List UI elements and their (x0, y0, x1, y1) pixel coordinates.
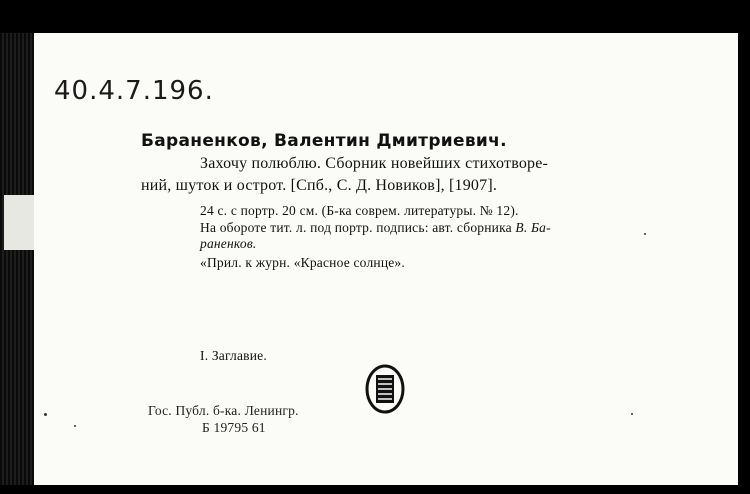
author-heading: Бараненков, Валентин Дмитриевич. (141, 131, 507, 151)
note-line (200, 220, 551, 236)
supplement-line: «Прил. к журн. «Красное солнце». (200, 255, 405, 270)
scan-edge-strip (4, 195, 34, 250)
scan-right-edge (738, 20, 750, 494)
collation-line: 24 с. с портр. 20 см. (Б-ка соврем. литературы. № 12). (200, 203, 519, 218)
tracing: I. Заглавие. (200, 348, 267, 363)
note-line-author-cont: раненков. (200, 236, 257, 251)
library-stamp-text: Гос. Публ. б-ка. Ленингр. (148, 403, 299, 418)
note-line-text: На обороте тит. л. под портр. подпись: авт. сборника (200, 220, 512, 235)
scan-speck (631, 413, 633, 415)
shelf-mark: 40.4.7.196. (54, 76, 214, 106)
note-line-author: В. Ба- (515, 220, 551, 235)
stamp-number: Б 19795 61 (202, 420, 266, 435)
scan-speck (74, 425, 76, 427)
title-line-2: ний, шуток и острот. [Спб., С. Д. Новиков], [1907]. (141, 177, 498, 194)
catalog-card (34, 33, 738, 485)
title-line-1: Захочу полюблю. Сборник новейших стихотворе- (200, 155, 549, 172)
library-stamp-icon (364, 363, 406, 415)
scan-speck (44, 413, 47, 416)
scan-left-edge (0, 33, 34, 485)
scan-speck (644, 233, 646, 235)
